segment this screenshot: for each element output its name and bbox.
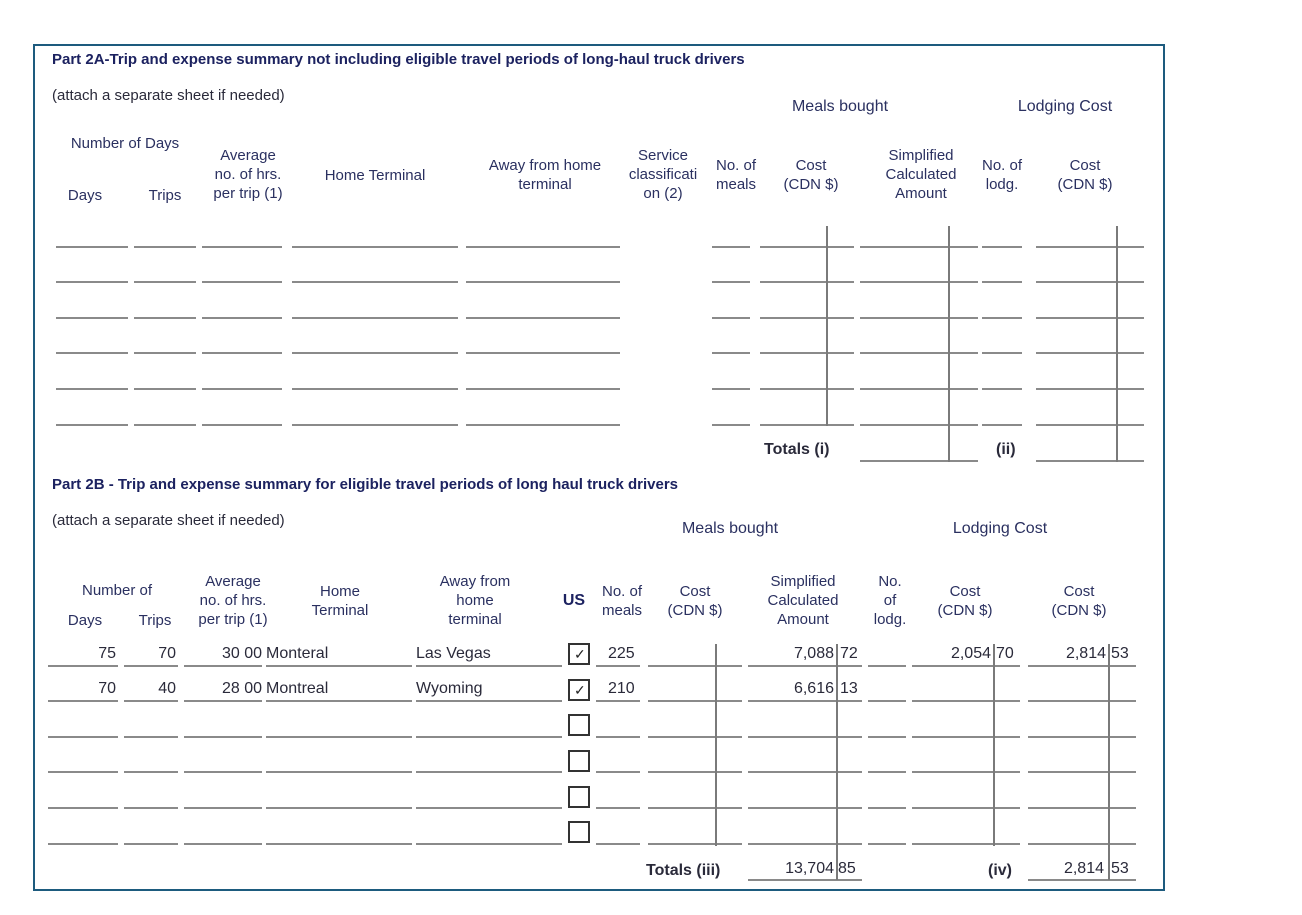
header-no-lodg-l1: No. of <box>981 157 1023 174</box>
part-2a-row5-lodg-cost-field[interactable] <box>1036 388 1144 390</box>
part-2b-row6-away-field[interactable] <box>416 843 562 845</box>
part-2b-row6-home-field[interactable] <box>266 843 412 845</box>
part-2b-row1-avg-hours-field[interactable] <box>184 665 262 667</box>
part-2a-totals-i-label: Totals (i) <box>764 441 830 458</box>
header-2b-number-of: Number of <box>81 582 153 599</box>
part-2a-row4-meal-cost-field[interactable] <box>760 352 854 354</box>
row1-cost2-c-value[interactable]: 70 <box>996 645 1014 662</box>
part-2a-row3-days-field[interactable] <box>56 317 128 319</box>
part-2a-row1-trips-field[interactable] <box>134 246 196 248</box>
part-2a-total-ii-field[interactable] <box>1036 460 1144 462</box>
header-no-lodg <box>974 156 1030 194</box>
row5-us-checkbox[interactable] <box>568 786 590 808</box>
part-2b-row6-avg-hours-field[interactable] <box>184 843 262 845</box>
part-2b-row5-away-field[interactable] <box>416 807 562 809</box>
header-2b-cost-l1: Cost <box>1063 583 1095 600</box>
part-2b-row4-simplified-field[interactable] <box>748 771 862 773</box>
part-2b-row4-avg-hours-field[interactable] <box>184 771 262 773</box>
part-2b-row2-cost-field[interactable] <box>1028 700 1136 702</box>
part-2b-row1-simplified-field[interactable] <box>748 665 862 667</box>
row1-cost2-d-value[interactable]: 2,054 <box>950 645 991 662</box>
row1-home-value[interactable]: Monteral <box>266 645 329 662</box>
meal-cost-cents-divider <box>826 226 828 426</box>
header-2b-away-terminal <box>420 572 530 629</box>
part-2b-lodging-group-label: Lodging Cost <box>952 520 1048 537</box>
header-2b-avg-l2: no. of hrs. <box>199 592 267 609</box>
row1-avg-hours-value[interactable]: 30 00 <box>221 645 262 662</box>
row1-trips-value[interactable]: 70 <box>158 645 176 662</box>
row1-cost3-c-value[interactable]: 53 <box>1111 645 1129 662</box>
header-2b-lodg-cost-l2: (CDN $) <box>937 602 993 619</box>
part-2b-row2-meal-cost-field[interactable] <box>648 700 742 702</box>
row6-us-checkbox[interactable] <box>568 821 590 843</box>
part-2b-row5-avg-hours-field[interactable] <box>184 807 262 809</box>
header-2b-cost-l2: (CDN $) <box>1051 602 1107 619</box>
part-2a-lodging-group-label: Lodging Cost <box>1017 98 1113 115</box>
header-2b-avg-hours <box>184 572 282 629</box>
header-service-l2: classificati <box>628 166 698 183</box>
part-2b-row5-days-field[interactable] <box>48 807 118 809</box>
header-lodg-cost-l2: (CDN $) <box>1057 176 1113 193</box>
header-meal-cost <box>766 156 856 194</box>
part-2b-row4-no-meals-field[interactable] <box>596 771 640 773</box>
header-avg-hours-l1: Average <box>220 147 276 164</box>
header-number-of-days: Number of Days <box>70 135 180 152</box>
check-mark-icon: ✓ <box>574 682 586 698</box>
part-2a-meals-group-label: Meals bought <box>791 98 889 115</box>
header-2b-no-lodg <box>866 572 914 629</box>
header-2b-no-lodg-l2: of <box>883 592 897 609</box>
part-2b-row1-days-field[interactable] <box>48 665 118 667</box>
part-2a-row3-lodg-cost-field[interactable] <box>1036 317 1144 319</box>
part-2a-row5-days-field[interactable] <box>56 388 128 390</box>
part-2a-row5-simplified-field[interactable] <box>860 388 978 390</box>
row2-avg-hours-value[interactable]: 28 00 <box>221 680 262 697</box>
part-2a-row4-days-field[interactable] <box>56 352 128 354</box>
part-2b-row6-trips-field[interactable] <box>124 843 178 845</box>
part-2b-row4-cost-field[interactable] <box>1028 771 1136 773</box>
header-2b-meal-cost <box>652 582 738 620</box>
header-away-terminal <box>470 156 620 194</box>
part-2b-row4-home-field[interactable] <box>266 771 412 773</box>
header-2b-simplified-l2: Calculated <box>767 592 839 609</box>
header-2b-meal-cost-l2: (CDN $) <box>667 602 723 619</box>
part-2b-row2-home-field[interactable] <box>266 700 412 702</box>
part-2b-row1-home-field[interactable] <box>266 665 412 667</box>
part-2b-row6-days-field[interactable] <box>48 843 118 845</box>
row2-home-value[interactable]: Montreal <box>266 680 329 697</box>
part-2a-row3-meal-cost-field[interactable] <box>760 317 854 319</box>
part-2a-title: Part 2A-Trip and expense summary not including eligible travel periods of long-haul truck drivers <box>52 51 745 68</box>
row1-simplified-d-value[interactable]: 7,088 <box>793 645 834 662</box>
row1-days-value[interactable]: 75 <box>98 645 116 662</box>
header-avg-hours-l3: per trip (1) <box>213 185 283 202</box>
part-2b-row4-lodg-cost-field[interactable] <box>912 771 1020 773</box>
header-2b-no-meals-l2: meals <box>601 602 642 619</box>
part-2a-row4-simplified-field[interactable] <box>860 352 978 354</box>
part-2a-row3-home-terminal-field[interactable] <box>292 317 458 319</box>
part-2b-row3-simplified-field[interactable] <box>748 736 862 738</box>
part-2b-row3-trips-field[interactable] <box>124 736 178 738</box>
header-2b-home-l2: Terminal <box>311 602 369 619</box>
part-2b-row1-meal-cost-field[interactable] <box>648 665 742 667</box>
header-lodg-cost <box>1040 156 1130 194</box>
part-2b-row1-trips-field[interactable] <box>124 665 178 667</box>
part-2b-row5-meal-cost-field[interactable] <box>648 807 742 809</box>
part-2a-row2-avg-hours-field[interactable] <box>202 281 282 283</box>
part-2a-row3-no-lodg-field[interactable] <box>982 317 1022 319</box>
header-days: Days <box>67 187 103 204</box>
header-2b-lodg-cost-l1: Cost <box>949 583 981 600</box>
header-simplified-l1: Simplified <box>888 147 954 164</box>
part-2a-row2-away-terminal-field[interactable] <box>466 281 620 283</box>
part-2a-row6-avg-hours-field[interactable] <box>202 424 282 426</box>
part-2a-row4-no-lodg-field[interactable] <box>982 352 1022 354</box>
part-2b-row5-cost-field[interactable] <box>1028 807 1136 809</box>
header-2b-home-terminal <box>290 582 390 620</box>
header-no-lodg-l2: lodg. <box>985 176 1019 193</box>
part-2a-row5-away-terminal-field[interactable] <box>466 388 620 390</box>
part-2b-row3-avg-hours-field[interactable] <box>184 736 262 738</box>
header-2b-away-l2: home <box>456 592 494 609</box>
part-2a-row6-no-lodg-field[interactable] <box>982 424 1022 426</box>
part-2b-row6-simplified-field[interactable] <box>748 843 862 845</box>
part-2a-row3-no-meals-field[interactable] <box>712 317 750 319</box>
header-2b-meal-cost-l1: Cost <box>679 583 711 600</box>
header-2b-simplified-l1: Simplified <box>770 573 836 590</box>
part-2b-row6-meal-cost-field[interactable] <box>648 843 742 845</box>
part-2b-row2-no-lodg-field[interactable] <box>868 700 906 702</box>
header-2b-days: Days <box>67 612 103 629</box>
header-2b-us: US <box>562 592 586 609</box>
part-2a-row5-meal-cost-field[interactable] <box>760 388 854 390</box>
part-2a-row1-meal-cost-field[interactable] <box>760 246 854 248</box>
lodg-cost-2b-cents-divider <box>993 644 995 846</box>
part-2a-row4-trips-field[interactable] <box>134 352 196 354</box>
part-2a-row5-trips-field[interactable] <box>134 388 196 390</box>
row1-cost3-d-value[interactable]: 2,814 <box>1065 645 1106 662</box>
part-2b-row6-cost-field[interactable] <box>1028 843 1136 845</box>
part-2b-row2-avg-hours-field[interactable] <box>184 700 262 702</box>
part-2a-row6-days-field[interactable] <box>56 424 128 426</box>
part-2b-row2-trips-field[interactable] <box>124 700 178 702</box>
simplified-cents-divider <box>948 226 950 462</box>
part-2b-row3-meal-cost-field[interactable] <box>648 736 742 738</box>
part-2a-row1-avg-hours-field[interactable] <box>202 246 282 248</box>
totals-iii-dollars[interactable]: 13,704 <box>785 860 834 877</box>
part-2a-row4-lodg-cost-field[interactable] <box>1036 352 1144 354</box>
header-no-meals <box>706 156 766 194</box>
part-2a-row5-no-lodg-field[interactable] <box>982 388 1022 390</box>
row1-simplified-c-value[interactable]: 72 <box>840 645 858 662</box>
header-no-meals-l2: meals <box>715 176 756 193</box>
part-2b-row3-cost-field[interactable] <box>1028 736 1136 738</box>
row2-away-value[interactable]: Wyoming <box>416 680 483 697</box>
part-2a-row2-days-field[interactable] <box>56 281 128 283</box>
part-2b-row2-no-meals-field[interactable] <box>596 700 640 702</box>
part-2b-row4-meal-cost-field[interactable] <box>648 771 742 773</box>
header-lodg-cost-l1: Cost <box>1069 157 1101 174</box>
simplified-2b-cents-divider <box>836 644 838 880</box>
part-2a-row6-lodg-cost-field[interactable] <box>1036 424 1144 426</box>
lodg-cost-cents-divider <box>1116 226 1118 462</box>
part-2a-row1-no-lodg-field[interactable] <box>982 246 1022 248</box>
part-2a-row2-trips-field[interactable] <box>134 281 196 283</box>
part-2b-row3-away-field[interactable] <box>416 736 562 738</box>
part-2a-row3-simplified-field[interactable] <box>860 317 978 319</box>
header-2b-no-meals-l1: No. of <box>601 583 643 600</box>
header-2b-trips: Trips <box>138 612 172 629</box>
part-2b-row1-no-lodg-field[interactable] <box>868 665 906 667</box>
part-2b-note: (attach a separate sheet if needed) <box>52 512 285 529</box>
part-2a-row4-away-terminal-field[interactable] <box>466 352 620 354</box>
header-2b-lodg-cost <box>920 582 1010 620</box>
part-2a-row1-days-field[interactable] <box>56 246 128 248</box>
row2-trips-value[interactable]: 40 <box>158 680 176 697</box>
header-simplified-l3: Amount <box>895 185 947 202</box>
header-2b-simplified <box>748 572 858 629</box>
check-mark-icon: ✓ <box>574 646 586 662</box>
part-2a-row3-avg-hours-field[interactable] <box>202 317 282 319</box>
header-home-terminal: Home Terminal <box>324 167 426 184</box>
header-away-l2: terminal <box>518 176 572 193</box>
header-no-meals-l1: No. of <box>715 157 757 174</box>
header-service-classification <box>618 146 708 203</box>
part-2b-row4-away-field[interactable] <box>416 771 562 773</box>
part-2a-total-i-field[interactable] <box>860 460 978 462</box>
part-2b-row2-days-field[interactable] <box>48 700 118 702</box>
part-2b-row5-simplified-field[interactable] <box>748 807 862 809</box>
header-meal-cost-l2: (CDN $) <box>783 176 839 193</box>
header-2b-away-l1: Away from <box>439 573 511 590</box>
header-2b-avg-l3: per trip (1) <box>198 611 268 628</box>
part-2b-row1-away-field[interactable] <box>416 665 562 667</box>
part-2a-row4-avg-hours-field[interactable] <box>202 352 282 354</box>
part-2a-row3-trips-field[interactable] <box>134 317 196 319</box>
part-2b-row1-cost-field[interactable] <box>1028 665 1136 667</box>
part-2a-row4-no-meals-field[interactable] <box>712 352 750 354</box>
totals-iv-dollars[interactable]: 2,814 <box>1063 860 1104 877</box>
part-2a-row5-avg-hours-field[interactable] <box>202 388 282 390</box>
part-2b-totals-iv-label: (iv) <box>988 862 1012 879</box>
part-2b-row3-home-field[interactable] <box>266 736 412 738</box>
part-2a-row2-meal-cost-field[interactable] <box>760 281 854 283</box>
part-2a-row6-home-terminal-field[interactable] <box>292 424 458 426</box>
part-2b-title: Part 2B - Trip and expense summary for eligible travel periods of long haul truck drivers <box>52 476 679 493</box>
header-2b-simplified-l3: Amount <box>777 611 829 628</box>
part-2a-row1-simplified-field[interactable] <box>860 246 978 248</box>
part-2a-note: (attach a separate sheet if needed) <box>52 87 285 104</box>
part-2a-row2-no-lodg-field[interactable] <box>982 281 1022 283</box>
header-2b-cost <box>1034 582 1124 620</box>
part-2b-row1-lodg-cost-field[interactable] <box>912 665 1020 667</box>
part-2b-row6-lodg-cost-field[interactable] <box>912 843 1020 845</box>
part-2a-row2-home-terminal-field[interactable] <box>292 281 458 283</box>
part-2b-row4-trips-field[interactable] <box>124 771 178 773</box>
meal-cost-2b-cents-divider <box>715 644 717 846</box>
part-2b-row6-no-meals-field[interactable] <box>596 843 640 845</box>
part-2a-row2-lodg-cost-field[interactable] <box>1036 281 1144 283</box>
part-2a-row2-simplified-field[interactable] <box>860 281 978 283</box>
part-2b-row3-no-meals-field[interactable] <box>596 736 640 738</box>
header-trips: Trips <box>148 187 182 204</box>
part-2b-row3-days-field[interactable] <box>48 736 118 738</box>
header-simplified-l2: Calculated <box>885 166 957 183</box>
part-2a-row1-away-terminal-field[interactable] <box>466 246 620 248</box>
row1-no-meals-value[interactable]: 225 <box>608 645 635 662</box>
part-2a-row6-trips-field[interactable] <box>134 424 196 426</box>
part-2a-row1-lodg-cost-field[interactable] <box>1036 246 1144 248</box>
header-2b-away-l3: terminal <box>448 611 502 628</box>
row2-no-meals-value[interactable]: 210 <box>608 680 635 697</box>
part-2a-row1-no-meals-field[interactable] <box>712 246 750 248</box>
part-2a-row6-no-meals-field[interactable] <box>712 424 750 426</box>
header-2b-no-meals <box>592 582 652 620</box>
header-service-l1: Service <box>637 147 689 164</box>
part-2a-row4-home-terminal-field[interactable] <box>292 352 458 354</box>
part-2b-row5-no-meals-field[interactable] <box>596 807 640 809</box>
row2-days-value[interactable]: 70 <box>98 680 116 697</box>
part-2b-row5-no-lodg-field[interactable] <box>868 807 906 809</box>
part-2b-total-iv-field[interactable] <box>1028 879 1136 881</box>
part-2a-totals-ii-label: (ii) <box>996 441 1016 458</box>
header-service-l3: on (2) <box>643 185 683 202</box>
header-2b-avg-l1: Average <box>205 573 261 590</box>
part-2a-row3-away-terminal-field[interactable] <box>466 317 620 319</box>
part-2a-row5-home-terminal-field[interactable] <box>292 388 458 390</box>
part-2b-row3-no-lodg-field[interactable] <box>868 736 906 738</box>
header-2b-home-l1: Home <box>319 583 360 600</box>
header-avg-hours <box>198 146 298 203</box>
totals-iii-cents[interactable]: 85 <box>838 860 856 877</box>
row2-simplified-d-value[interactable]: 6,616 <box>793 680 834 697</box>
part-2a-row1-home-terminal-field[interactable] <box>292 246 458 248</box>
part-2b-row5-trips-field[interactable] <box>124 807 178 809</box>
part-2b-row2-lodg-cost-field[interactable] <box>912 700 1020 702</box>
part-2b-row4-no-lodg-field[interactable] <box>868 771 906 773</box>
part-2b-total-iii-field[interactable] <box>748 879 862 881</box>
row2-simplified-c-value[interactable]: 13 <box>840 680 858 697</box>
part-2b-row2-away-field[interactable] <box>416 700 562 702</box>
row3-us-checkbox[interactable] <box>568 714 590 736</box>
part-2b-row6-no-lodg-field[interactable] <box>868 843 906 845</box>
header-away-l1: Away from home <box>488 157 602 174</box>
part-2a-row5-no-meals-field[interactable] <box>712 388 750 390</box>
row1-us-checkbox[interactable] <box>568 643 590 665</box>
part-2b-totals-iii-label: Totals (iii) <box>646 862 721 879</box>
row1-away-value[interactable]: Las Vegas <box>416 645 491 662</box>
header-simplified <box>866 146 976 203</box>
header-2b-no-lodg-l3: lodg. <box>873 611 907 628</box>
part-2a-row6-simplified-field[interactable] <box>860 424 978 426</box>
header-avg-hours-l2: no. of hrs. <box>214 166 282 183</box>
header-2b-no-lodg-l1: No. <box>878 573 902 590</box>
part-2b-row3-lodg-cost-field[interactable] <box>912 736 1020 738</box>
row4-us-checkbox[interactable] <box>568 750 590 772</box>
part-2a-row2-no-meals-field[interactable] <box>712 281 750 283</box>
part-2b-row2-simplified-field[interactable] <box>748 700 862 702</box>
part-2a-row6-away-terminal-field[interactable] <box>466 424 620 426</box>
part-2a-row6-meal-cost-field[interactable] <box>760 424 854 426</box>
part-2b-row5-home-field[interactable] <box>266 807 412 809</box>
header-meal-cost-l1: Cost <box>795 157 827 174</box>
cost-2b-cents-divider <box>1108 644 1110 880</box>
part-2b-meals-group-label: Meals bought <box>681 520 779 537</box>
row2-us-checkbox[interactable] <box>568 679 590 701</box>
totals-iv-cents[interactable]: 53 <box>1111 860 1129 877</box>
part-2b-row1-no-meals-field[interactable] <box>596 665 640 667</box>
part-2b-row5-lodg-cost-field[interactable] <box>912 807 1020 809</box>
part-2b-row4-days-field[interactable] <box>48 771 118 773</box>
